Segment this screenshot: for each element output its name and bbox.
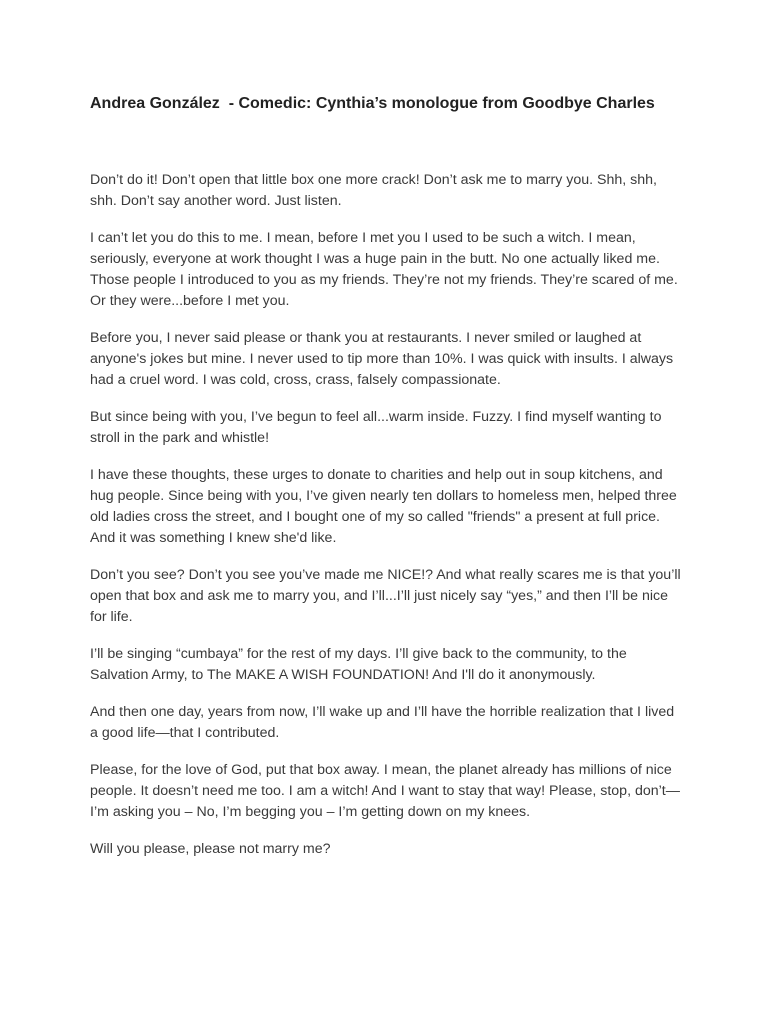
paragraph: And then one day, years from now, I’ll wake up and I’ll have the horrible realization that I lived a good life—that I contributed. (90, 704, 675, 741)
document-page (90, 93, 684, 876)
paragraph: Don’t do it! Don’t open that little box one more crack! Don’t ask me to marry you. Shh, shh, shh. Don’t say another word. Just listen. (90, 172, 657, 209)
paragraph: Don’t you see? Don’t you see you’ve made me NICE!? And what really scares me is that you’ll open that box and ask me to marry you, and I’ll...I’ll just nicely say “yes,” and then I’ll be nice for life. (90, 567, 681, 625)
paragraph: Before you, I never said please or thank you at restaurants. I never smiled or laughed at anyone's jokes but mine. I never used to tip more than 10%. I was quick with insults. I always had a cruel word. I was cold, cross, crass, falsely compassionate. (90, 330, 674, 388)
paragraph: But since being with you, I’ve begun to feel all...warm inside. Fuzzy. I find myself wanting to stroll in the park and whistle! (90, 409, 662, 446)
paragraph: I’ll be singing “cumbaya” for the rest of my days. I’ll give back to the community, to the Salvation Army, to The MAKE A WISH FOUNDATION! And I'll do it anonymously. (90, 646, 627, 683)
paragraph: Please, for the love of God, put that box away. I mean, the planet already has millions of nice people. It doesn’t need me too. I am a witch! And I want to stay that way! Please, stop, don’t—I’m asking you – No, I’m begging you – I’m getting down on my knees. (90, 762, 680, 820)
paragraph: Will you please, please not marry me? (90, 841, 331, 857)
document-body (90, 170, 684, 860)
paragraph: I can’t let you do this to me. I mean, before I met you I used to be such a witch. I mean, seriously, everyone at work thought I was a huge pain in the butt. No one actually liked me. Those people I introduced to you as my friends. They’re not my friends. They’re scared of me. Or they were...before I met you. (90, 230, 678, 309)
document-title: Andrea González - Comedic: Cynthia’s monologue from Goodbye Charles (90, 95, 655, 112)
paragraph: I have these thoughts, these urges to donate to charities and help out in soup kitchens, and hug people. Since being with you, I’ve given nearly ten dollars to homeless men, helped three old ladies cross the street, and I bought one of my so called "friends" a present at full price. And it was something I knew she'd like. (90, 467, 677, 546)
